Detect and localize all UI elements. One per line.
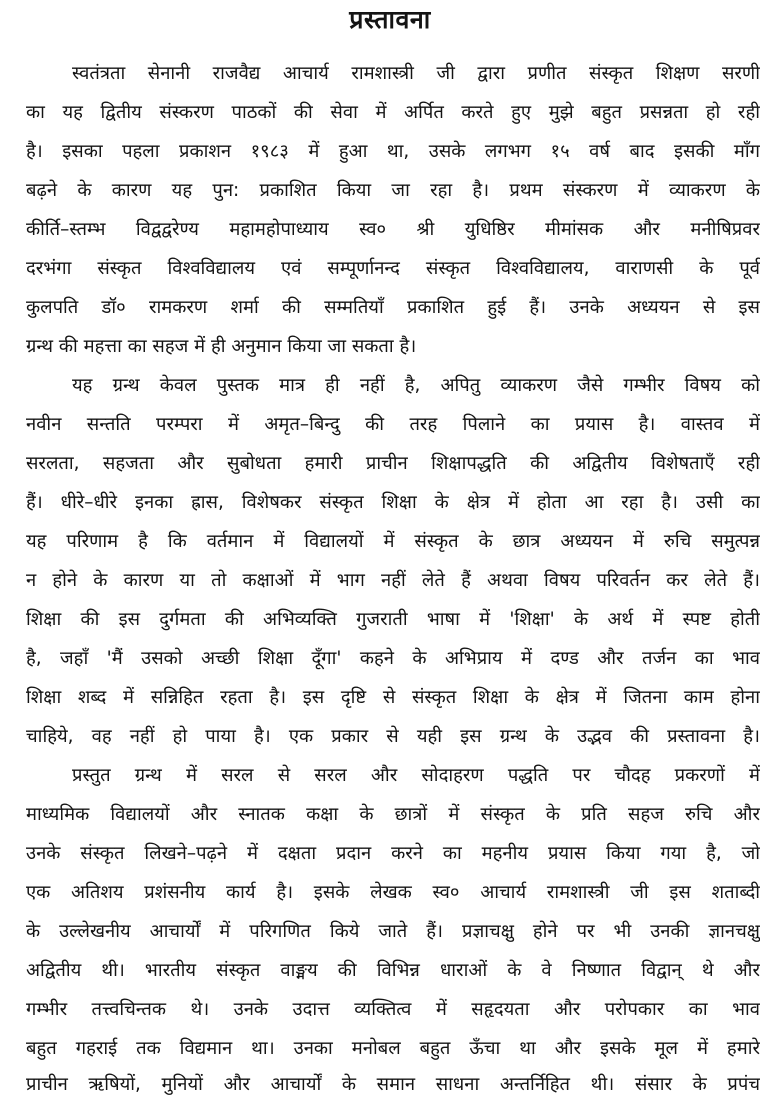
paragraph-line: प्राचीन ऋषियों, मुनियों और आचार्यों के समान साधना अन्तर्निहित थी। संसार के प्रपंच — [26, 1074, 760, 1095]
paragraph-line: गम्भीर तत्त्वचिन्तक थे। उनके उदात्त व्यक्तित्व में सहृदयता और परोपकार का भाव — [26, 999, 760, 1020]
paragraph-line: शिक्षा शब्द में सन्निहित रहता है। इस दृष्टि से संस्कृत शिक्षा के क्षेत्र में जितना काम होना — [26, 687, 760, 708]
page-title: प्रस्तावना — [349, 5, 431, 34]
paragraph-line: हैं। धीरे–धीरे इनका ह्रास, विशेषकर संस्कृत शिक्षा के क्षेत्र में होता आ रहा है। उसी का — [26, 492, 760, 513]
paragraph-line: शिक्षा की इस दुर्गमता की अभिव्यक्ति गुजराती भाषा में 'शिक्षा' के अर्थ में स्पष्ट होती — [26, 609, 760, 630]
paragraph-line: अद्वितीय थी। भारतीय संस्कृत वाङ्मय की विभिन्न धाराओं के वे निष्णात विद्वान् थे और — [26, 960, 760, 981]
paragraph-line: प्रस्तुत ग्रन्थ में सरल से सरल और सोदाहरण पद्धति पर चौदह प्रकरणों में — [72, 765, 760, 786]
paragraph-line: के उल्लेखनीय आचार्यों में परिगणित किये जाते हैं। प्रज्ञाचक्षु होने पर भी उनकी ज्ञानचक्षु — [26, 921, 760, 942]
paragraph-line: नवीन सन्तति परम्परा में अमृत–बिन्दु की तरह पिलाने का प्रयास है। वास्तव में — [26, 414, 760, 435]
paragraph-line: कुलपति डॉ० रामकरण शर्मा की सम्मतियाँ प्रकाशित हुई हैं। उनके अध्ययन से इस — [26, 297, 760, 318]
paragraph-line: सरलता, सहजता और सुबोधता हमारी प्राचीन शिक्षापद्धति की अद्वितीय विशेषताएँ रही — [26, 453, 760, 474]
paragraph-line: बढ़ने के कारण यह पुन: प्रकाशित किया जा रहा है। प्रथम संस्करण में व्याकरण के — [26, 180, 760, 201]
paragraph-line: माध्यमिक विद्यालयों और स्नातक कक्षा के छात्रों में संस्कृत के प्रति सहज रुचि और — [26, 804, 760, 825]
paragraph-line: चाहिये, वह नहीं हो पाया है। एक प्रकार से यही इस ग्रन्थ के उद्भव की प्रस्तावना है। — [26, 726, 760, 747]
paragraph-line: न होने के कारण या तो कक्षाओं में भाग नहीं लेते हैं अथवा विषय परिवर्तन कर लेते हैं। — [26, 570, 760, 591]
paragraph-line: यह परिणाम है कि वर्तमान में विद्यालयों में संस्कृत के छात्र अध्ययन में रुचि समुत्पन्न — [26, 531, 760, 552]
paragraph-line: ग्रन्थ की महत्ता का सहज में ही अनुमान किया जा सकता है। — [26, 336, 417, 357]
paragraph-line: का यह द्वितीय संस्करण पाठकों की सेवा में अर्पित करते हुए मुझे बहुत प्रसन्नता हो रही — [26, 102, 760, 123]
paragraph-line: उनके संस्कृत लिखने–पढ़ने में दक्षता प्रदान करने का महनीय प्रयास किया गया है, जो — [26, 843, 760, 864]
paragraph-line: बहुत गहराई तक विद्यमान था। उनका मनोबल बहुत ऊँचा था और इसके मूल में हमारे — [26, 1038, 760, 1059]
paragraph-line: स्वतंत्रता सेनानी राजवैद्य आचार्य रामशास्त्री जी द्वारा प्रणीत संस्कृत शिक्षण सरणी — [72, 63, 760, 84]
paragraph-line: दरभंगा संस्कृत विश्वविद्यालय एवं सम्पूर्णानन्द संस्कृत विश्वविद्यालय, वाराणसी के पूर्व — [26, 258, 760, 279]
paragraph-line: कीर्ति–स्तम्भ विद्वद्वरेण्य महामहोपाध्याय स्व० श्री युधिष्ठिर मीमांसक और मनीषिप्रवर — [26, 219, 760, 240]
paragraph-line: एक अतिशय प्रशंसनीय कार्य है। इसके लेखक स्व० आचार्य रामशास्त्री जी इस शताब्दी — [26, 882, 760, 903]
paragraph-line: है, जहाँ 'मैं उसको अच्छी शिक्षा दूँगा' कहने के अभिप्राय में दण्ड और तर्जन का भाव — [26, 648, 760, 669]
paragraph-line: है। इसका पहला प्रकाशन १९८३ में हुआ था, उसके लगभग १५ वर्ष बाद इसकी माँग — [26, 141, 760, 162]
paragraph-line: यह ग्रन्थ केवल पुस्तक मात्र ही नहीं है, अपितु व्याकरण जैसे गम्भीर विषय को — [72, 375, 760, 396]
